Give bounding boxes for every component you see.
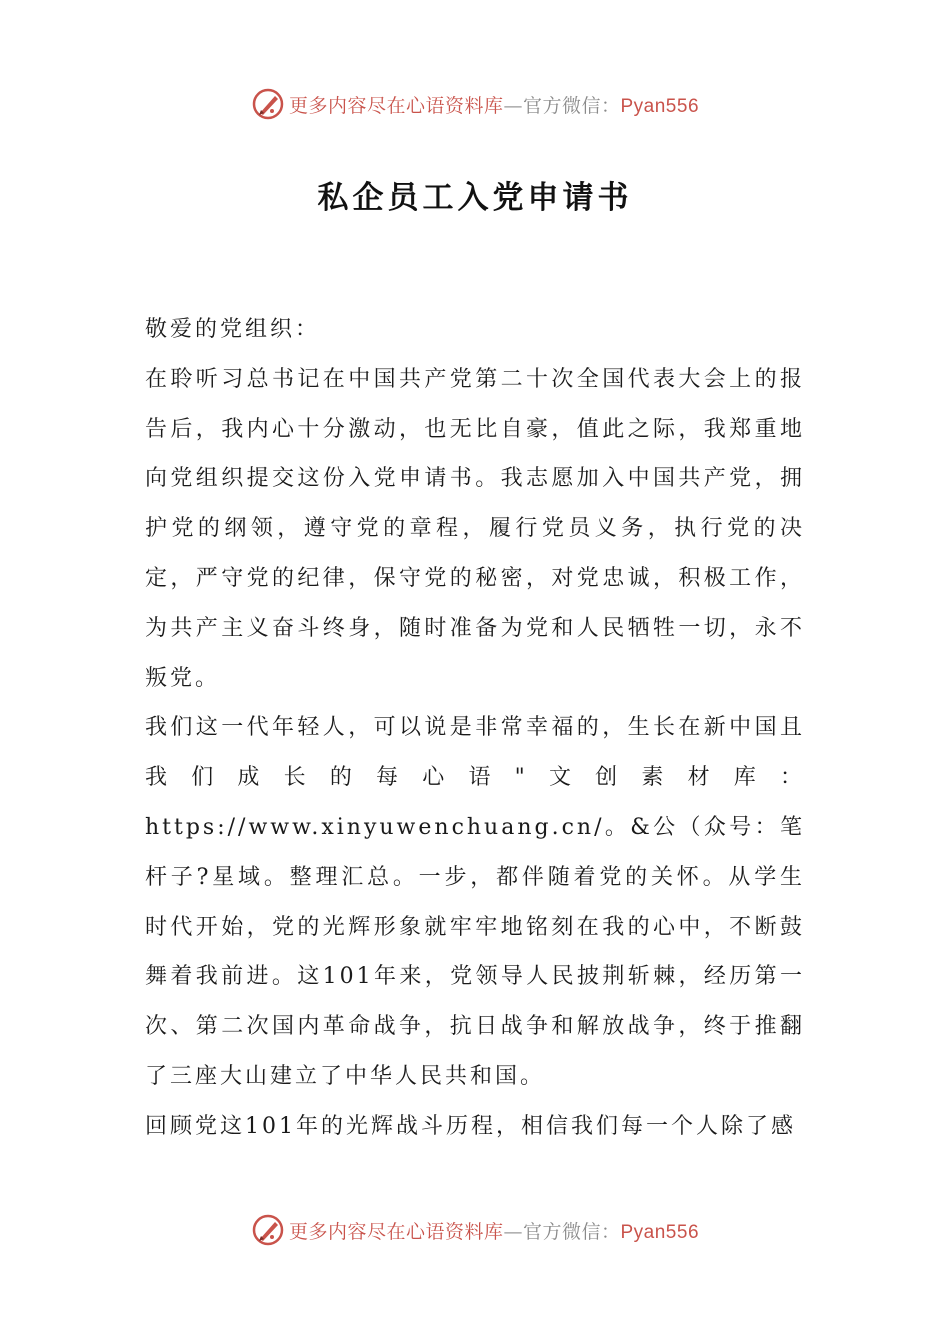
banner-wechat-handle: Pyan556 <box>620 1221 700 1243</box>
paragraph-2: 我们这一代年轻人，可以说是非常幸福的，生长在新中国且我们成长的每心语"文创素材库：https://www.xinyuwenchuang.cn/。&公（众号：笔杆子?星域。整理汇总。一步，都伴随着党的关怀。从学生时代开始，党的光辉形象就牢牢地铭刻在我的心中，不断鼓舞着我前进。这101年来，党领导人民披荆斩棘，经历第一次、第二次国内革命战争，抗日战争和解放战争，终于推翻了三座大山建立了中华人民共和国。 <box>145 715 805 1089</box>
salutation: 敬爱的党组织： <box>145 317 321 342</box>
banner-wechat-label: 官方微信： <box>522 94 621 117</box>
footer-banner <box>0 1210 950 1250</box>
banner-wechat-handle: Pyan556 <box>620 95 700 117</box>
banner-text <box>289 1217 699 1244</box>
header-banner <box>0 84 950 124</box>
pen-logo-icon <box>251 87 285 121</box>
paragraph-1: 在聆听习总书记在中国共产党第二十次全国代表大会上的报告后，我内心十分激动，也无比自豪，值此之际，我郑重地向党组织提交这份入党申请书。我志愿加入中国共产党，拥护党的纲领，遵守党的章程，履行党员义务，执行党的决定，严守党的纪律，保守党的秘密，对党忠诚，积极工作，为共产主义奋斗终身，随时准备为党和人民牺牲一切，永不叛党。 <box>145 366 805 691</box>
banner-separator: — <box>503 1220 523 1243</box>
document-body <box>145 305 805 1152</box>
document-title: 私企员工入党申请书 <box>317 180 633 216</box>
paragraph-3: 回顾党这101年的光辉战斗历程，相信我们每一个人除了感 <box>145 1113 796 1139</box>
pen-logo-icon <box>251 1213 285 1247</box>
banner-promo-text: 更多内容尽在心语资料库 <box>288 94 504 117</box>
banner-wechat-label: 官方微信： <box>522 1220 621 1243</box>
banner-separator: — <box>503 94 523 117</box>
banner-text <box>289 91 699 118</box>
banner-promo-text: 更多内容尽在心语资料库 <box>288 1220 504 1243</box>
